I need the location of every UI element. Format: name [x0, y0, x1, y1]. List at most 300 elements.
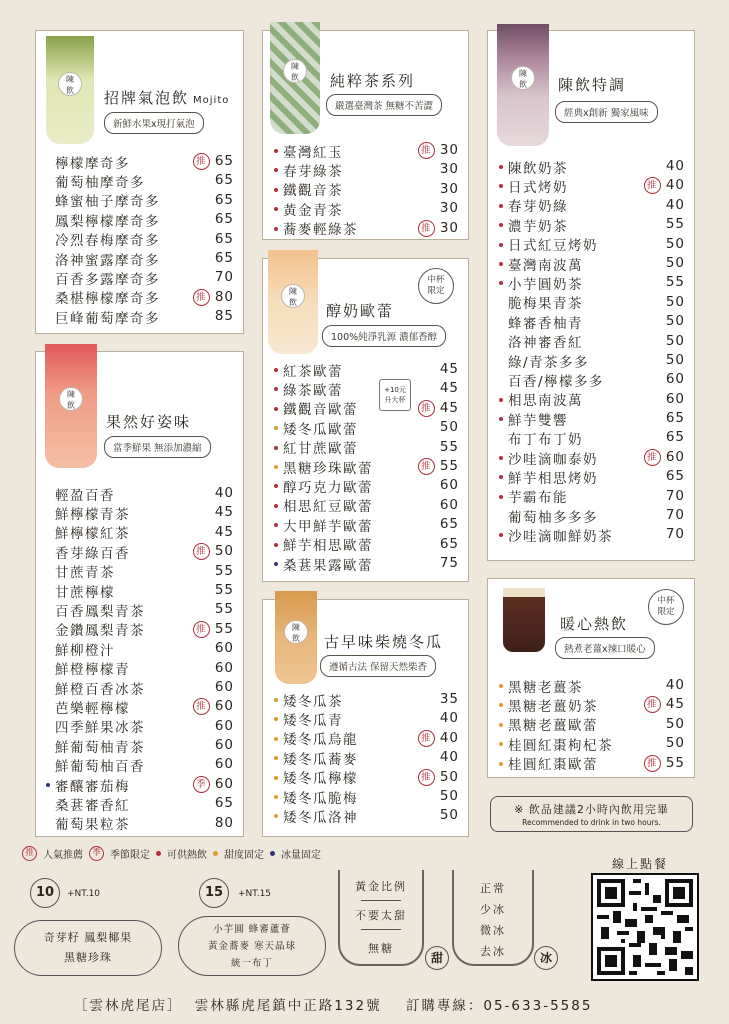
- menu-item-price: 45: [439, 380, 459, 397]
- menu-item: [55, 775, 234, 794]
- mojito-cup-image: [46, 36, 94, 144]
- hot-badge-icon: 推: [644, 177, 661, 194]
- menu-item-name: 臺灣紅玉: [283, 144, 343, 161]
- special-cup-image: [497, 24, 549, 146]
- menu-item: [508, 467, 685, 486]
- menu-item-name: 黑糖老薑奶茶: [508, 699, 598, 716]
- menu-item: [508, 235, 685, 254]
- menu-item-price: 60: [665, 371, 685, 388]
- menu-item: [283, 199, 459, 218]
- puretea-title: 純粹茶系列: [330, 72, 416, 90]
- cup-logo: 陳 飲: [284, 620, 308, 644]
- menu-item: [55, 503, 234, 522]
- red-dot-icon: [499, 165, 503, 169]
- menu-item-name: 相思紅豆歐蕾: [283, 499, 373, 516]
- menu-item-price: 50: [214, 543, 234, 560]
- menu-item-name: 日式烤奶: [508, 180, 568, 197]
- season-badge-icon: 季: [89, 846, 104, 861]
- ice-badge: 冰: [534, 946, 558, 970]
- menu-item-price: 55: [439, 438, 459, 455]
- menu-item-name: 春芽綠茶: [283, 164, 343, 181]
- menu-item-name: 芭樂輕檸檬: [55, 701, 130, 717]
- menu-item: [508, 409, 685, 428]
- menu-item-price: 70: [665, 507, 685, 524]
- menu-item-name: 鮮檸檬紅茶: [55, 526, 130, 543]
- menu-item-price: 60: [665, 448, 685, 465]
- menu-item-price: 60: [439, 477, 459, 494]
- menu-item-name: 紅茶歐蕾: [283, 363, 343, 380]
- menu-item-price: 60: [214, 756, 234, 773]
- menu-item-price: 45: [214, 504, 234, 521]
- red-dot-icon: [274, 188, 278, 192]
- menu-item-price: 65: [214, 249, 234, 266]
- hot-tag: 熱煮老薑x辣口暖心: [555, 637, 655, 659]
- ice-level-1: 正常: [480, 882, 506, 895]
- red-dot-icon: [274, 543, 278, 547]
- menu-item-name: 巨峰葡萄摩奇多: [55, 310, 160, 327]
- sugar-level-cup: [338, 870, 424, 966]
- menu-item-price: 30: [439, 200, 459, 217]
- menu-item-name: 桑葚審香紅: [55, 797, 130, 814]
- menu-item: [283, 496, 459, 515]
- red-dot-icon: [274, 446, 278, 450]
- menu-item: [55, 717, 234, 736]
- special-tag: 經典x創新 獨家風味: [555, 101, 658, 123]
- menu-item: [55, 191, 234, 210]
- menu-item-name: 黑糖老薑歐蕾: [508, 718, 598, 735]
- menu-item: [283, 748, 459, 767]
- menu-item-name: 桂圓紅棗枸杞茶: [508, 737, 613, 754]
- menu-item-price: 60: [214, 659, 234, 676]
- legend: [22, 846, 321, 861]
- milk-list: [283, 360, 459, 573]
- hot-badge-icon: 推: [193, 289, 210, 306]
- orange-dot-icon: [274, 795, 278, 799]
- menu-item: [55, 484, 234, 503]
- blue-dot-icon: [274, 562, 278, 566]
- topping-15-badge: 15: [199, 878, 229, 908]
- cup-logo: 陳 飲: [59, 387, 83, 411]
- menu-item-price: 40: [439, 710, 459, 727]
- menu-item-name: 芋霸布能: [508, 490, 568, 507]
- topping-10-line-2: 黑糖珍珠: [64, 951, 112, 964]
- menu-item-name: 桑葚果露歐蕾: [283, 557, 373, 574]
- menu-item: [283, 554, 459, 573]
- hot-cup-image: [503, 588, 545, 652]
- red-dot-icon: [499, 204, 503, 208]
- store-footer: [74, 994, 592, 1014]
- menu-item-price: 75: [439, 554, 459, 571]
- menu-item-name: 矮冬瓜歐蕾: [283, 421, 358, 438]
- menu-item-name: 鮮橙百香冰茶: [55, 681, 145, 698]
- cup-logo: 陳 飲: [511, 66, 535, 90]
- menu-item-name: 洛神蜜露摩奇多: [55, 252, 160, 269]
- menu-item-name: 冷烈春梅摩奇多: [55, 233, 160, 250]
- menu-item: [55, 794, 234, 813]
- puretea-list: [283, 141, 459, 238]
- orange-dot-icon: [274, 698, 278, 702]
- menu-item-name: 桂圓紅棗歐蕾: [508, 757, 598, 774]
- menu-item-price: 30: [439, 161, 459, 178]
- menu-item-price: 60: [214, 678, 234, 695]
- hot-badge-icon: 推: [193, 698, 210, 715]
- mojito-tag: 新鮮水果x現打氣泡: [104, 112, 204, 134]
- menu-item: [55, 620, 234, 639]
- menu-item-price: 50: [439, 807, 459, 824]
- menu-item: [55, 639, 234, 658]
- menu-item-price: 55: [439, 457, 459, 474]
- menu-item: [55, 171, 234, 190]
- menu-item-name: 鮮葡萄柚青茶: [55, 739, 145, 756]
- menu-item-name: 桑椹檸檬摩奇多: [55, 291, 160, 308]
- menu-item: [55, 814, 234, 833]
- hot-badge-icon: 推: [418, 730, 435, 747]
- legend-hot-drink: 可供熱飲: [167, 850, 207, 861]
- menu-item: [508, 715, 685, 734]
- menu-item-name: 濃芋奶茶: [508, 218, 568, 235]
- menu-item: [283, 787, 459, 806]
- red-dot-icon: [274, 227, 278, 231]
- cup-logo: 陳 飲: [283, 59, 307, 83]
- menu-item-name: 脆梅果青茶: [508, 296, 583, 313]
- menu-item-price: 50: [665, 715, 685, 732]
- menu-item-price: 40: [665, 196, 685, 213]
- menu-item-name: 鮮葡萄柚百香: [55, 759, 145, 776]
- menu-item-price: 65: [214, 211, 234, 228]
- menu-item-name: 四季鮮果冰茶: [55, 720, 145, 737]
- orange-dot-icon: [499, 762, 503, 766]
- topping-15-oval: [178, 916, 326, 976]
- menu-item: [55, 210, 234, 229]
- menu-item-name: 綠茶歐蕾: [283, 383, 343, 400]
- menu-item-price: 40: [665, 677, 685, 693]
- menu-item: [508, 157, 685, 176]
- menu-item-name: 輕盈百香: [55, 487, 115, 504]
- menu-item-price: 35: [439, 691, 459, 707]
- menu-item-name: 黑糖珍珠歐蕾: [283, 460, 373, 477]
- menu-item-price: 70: [665, 526, 685, 543]
- menu-item-price: 65: [665, 410, 685, 427]
- menu-item-price: 45: [665, 696, 685, 713]
- hot-badge-icon: 推: [22, 846, 37, 861]
- online-order-label: 線上點餐: [612, 857, 669, 871]
- hot-badge-icon: 推: [644, 449, 661, 466]
- topping-15-line-1: 小芋圓 蜂審蘆薈: [213, 924, 291, 935]
- menu-item: [283, 806, 459, 825]
- menu-item: [508, 487, 685, 506]
- menu-item: [55, 581, 234, 600]
- menu-item-name: 審釀審茄梅: [55, 778, 130, 795]
- orange-dot-icon: [499, 723, 503, 727]
- milk-title: 醇奶歐蕾: [326, 302, 395, 320]
- menu-item-price: 50: [665, 735, 685, 752]
- menu-item-price: 40: [214, 485, 234, 501]
- menu-item-name: 檸檬摩奇多: [55, 155, 130, 172]
- red-dot-icon: [274, 504, 278, 508]
- menu-item-price: 40: [439, 729, 459, 746]
- menu-item: [283, 768, 459, 787]
- legend-sugar-fixed: 甜度固定: [224, 850, 264, 861]
- special-title: 陳飲特調: [558, 76, 627, 94]
- hot-badge-icon: 推: [418, 220, 435, 237]
- menu-item-price: 65: [214, 172, 234, 189]
- menu-item-name: 矮冬瓜脆梅: [283, 790, 358, 807]
- menu-item-price: 60: [214, 775, 234, 792]
- milk-cup-image: [268, 250, 318, 354]
- menu-item-price: 45: [214, 523, 234, 540]
- menu-item: [283, 515, 459, 534]
- wintermelon-tag: 遵循古法 保留天然柴香: [320, 655, 436, 677]
- menu-item-price: 50: [665, 254, 685, 271]
- hot-badge-icon: 推: [418, 769, 435, 786]
- menu-item-name: 金鑽鳳梨青茶: [55, 623, 145, 640]
- hot-badge-icon: 推: [644, 696, 661, 713]
- menu-item: [508, 254, 685, 273]
- red-dot-icon: [499, 243, 503, 247]
- hot-title: 暖心熱飲: [560, 615, 629, 633]
- ice-level-3: 微冰: [480, 924, 506, 937]
- menu-item-name: 春芽奶綠: [508, 199, 568, 216]
- hot-list: [508, 676, 685, 773]
- blue-dot-icon: [46, 783, 50, 787]
- menu-item-name: 鐵觀音茶: [283, 183, 343, 200]
- menu-item-name: 百香鳳梨青茶: [55, 604, 145, 621]
- menu-item-name: 洛神審香紅: [508, 335, 583, 352]
- menu-item-price: 65: [665, 468, 685, 485]
- menu-item: [55, 562, 234, 581]
- menu-item: [55, 288, 234, 307]
- menu-item-name: 黑糖老薑茶: [508, 679, 583, 696]
- hot-limited-stamp: 中杯 限定: [648, 589, 684, 625]
- hot-badge-icon: 推: [644, 755, 661, 772]
- menu-item-name: 臺灣南波萬: [508, 257, 583, 274]
- topping-10-oval: [14, 920, 162, 976]
- menu-item-name: 醇巧克力歐蕾: [283, 480, 373, 497]
- menu-item: [508, 506, 685, 525]
- menu-item: [55, 152, 234, 171]
- menu-item-price: 40: [439, 749, 459, 766]
- menu-item: [508, 428, 685, 447]
- menu-item-price: 65: [439, 516, 459, 533]
- menu-item-price: 60: [665, 390, 685, 407]
- menu-item-price: 45: [439, 361, 459, 377]
- menu-item-name: 矮冬瓜青: [283, 713, 343, 730]
- menu-item-name: 相思南波萬: [508, 393, 583, 410]
- menu-item-price: 50: [439, 787, 459, 804]
- sugar-level-3: 無糖: [368, 942, 394, 955]
- red-dot-icon: [499, 456, 503, 460]
- orange-dot-icon: [274, 776, 278, 780]
- topping-10-line-1: 奇芽籽 鳳梨椰果: [43, 931, 133, 944]
- special-list: [508, 157, 685, 545]
- menu-item-price: 65: [665, 429, 685, 446]
- milk-upgrade-note: +10元 升大杯: [379, 379, 411, 411]
- topping-15-line-2: 黃金蕎麥 寒天晶球: [207, 941, 297, 952]
- menu-item-price: 65: [214, 191, 234, 208]
- menu-item: [283, 180, 459, 199]
- menu-item-price: 55: [214, 562, 234, 579]
- mojito-list: [55, 152, 234, 327]
- legend-hot-label: 人氣推薦: [43, 850, 83, 861]
- menu-item-price: 50: [439, 768, 459, 785]
- menu-item-price: 85: [214, 308, 234, 325]
- menu-item-name: 蕎麥輕綠茶: [283, 222, 358, 239]
- menu-item: [283, 709, 459, 728]
- menu-item: [283, 438, 459, 457]
- sugar-level-2: 不要太甜: [355, 909, 407, 922]
- menu-item-price: 50: [665, 313, 685, 330]
- sugar-level-1: 黃金比例: [355, 880, 407, 893]
- menu-item-price: 60: [214, 640, 234, 657]
- ice-level-2: 少冰: [480, 903, 506, 916]
- red-dot-icon: [274, 407, 278, 411]
- orange-dot-icon: [274, 737, 278, 741]
- store-phone: 訂購專線：05-633-5585: [405, 998, 593, 1014]
- menu-item: [508, 273, 685, 292]
- ice-level-4: 去冰: [480, 945, 506, 958]
- note-line-2: Recommended to drink in two hours.: [522, 818, 661, 827]
- blue-dot-icon: [270, 851, 275, 856]
- milk-limited-stamp: 中杯 限定: [418, 268, 454, 304]
- wintermelon-title: 古早味柴燒冬瓜: [324, 633, 444, 651]
- red-dot-icon: [499, 398, 503, 402]
- menu-item-price: 55: [214, 581, 234, 598]
- menu-item-name: 鮮芋相思烤奶: [508, 470, 598, 487]
- menu-item-name: 香芽綠百香: [55, 545, 130, 562]
- menu-item: [55, 249, 234, 268]
- menu-item-name: 甘蔗青茶: [55, 565, 115, 582]
- wintermelon-list: [283, 690, 459, 826]
- menu-item: [55, 523, 234, 542]
- menu-item: [55, 678, 234, 697]
- menu-item: [55, 659, 234, 678]
- menu-item-price: 60: [214, 698, 234, 715]
- orange-dot-icon: [274, 465, 278, 469]
- topping-10-badge: 10: [30, 878, 60, 908]
- menu-item-price: 40: [665, 158, 685, 174]
- hot-badge-icon: 推: [418, 142, 435, 159]
- menu-item: [508, 312, 685, 331]
- menu-item-price: 80: [214, 288, 234, 305]
- note-line-1: ※ 飲品建議2小時內飲用完畢: [514, 803, 669, 816]
- orange-dot-icon: [213, 851, 218, 856]
- store-name: ［雲林虎尾店］: [74, 998, 183, 1014]
- menu-item-name: 矮冬瓜茶: [283, 693, 343, 710]
- fruit-title: 果然好姿味: [106, 413, 192, 431]
- menu-item-name: 黃金青茶: [283, 202, 343, 219]
- topping-15-line-3: 統一布丁: [230, 958, 273, 969]
- menu-item: [55, 268, 234, 287]
- menu-item-name: 鳳梨檸檬摩奇多: [55, 213, 160, 230]
- menu-item-name: 葡萄柚多多多: [508, 509, 598, 526]
- menu-item-price: 70: [665, 487, 685, 504]
- store-address: 雲林縣虎尾鎮中正路132號: [194, 998, 382, 1014]
- puretea-tag: 嚴選臺灣茶 無糖不苦澀: [326, 94, 442, 116]
- menu-item-name: 蜂蜜柚子摩奇多: [55, 194, 160, 211]
- menu-item-name: 布丁布丁奶: [508, 432, 583, 449]
- hot-badge-icon: 推: [193, 621, 210, 638]
- menu-item: [55, 755, 234, 774]
- menu-item: [508, 695, 685, 714]
- menu-item: [55, 230, 234, 249]
- menu-item-name: 鮮芋雙響: [508, 412, 568, 429]
- menu-item: [283, 457, 459, 476]
- menu-item-price: 50: [439, 419, 459, 436]
- menu-item-name: 日式紅豆烤奶: [508, 238, 598, 255]
- menu-item-name: 陳飲奶茶: [508, 160, 568, 177]
- menu-item: [508, 370, 685, 389]
- qr-code[interactable]: [591, 873, 699, 981]
- menu-item-name: 鮮檸檬青茶: [55, 507, 130, 524]
- menu-item-name: 矮冬瓜蕎麥: [283, 751, 358, 768]
- menu-item: [283, 160, 459, 179]
- menu-item-name: 鮮橙檸檬青: [55, 662, 130, 679]
- menu-item-price: 45: [439, 399, 459, 416]
- menu-item-name: 沙哇滴咖泰奶: [508, 451, 598, 468]
- mojito-title: 招牌氣泡飲 Mojito: [104, 89, 230, 107]
- menu-item-name: 鮮芋相思歐蕾: [283, 538, 373, 555]
- menu-item-name: 鐵觀音歐蕾: [283, 402, 358, 419]
- menu-item: [55, 736, 234, 755]
- menu-item: [508, 754, 685, 773]
- legend-season-label: 季節限定: [110, 850, 150, 861]
- drink-time-note: [490, 796, 693, 832]
- hot-badge-icon: 推: [418, 458, 435, 475]
- hot-badge-icon: 推: [193, 543, 210, 560]
- puretea-cup-image: [270, 22, 320, 134]
- menu-item: [55, 542, 234, 561]
- menu-item-name: 矮冬瓜檸檬: [283, 771, 358, 788]
- menu-item-name: 蜂審香柚青: [508, 315, 583, 332]
- cup-logo: 陳 飲: [281, 284, 305, 308]
- menu-item: [508, 448, 685, 467]
- menu-item: [283, 729, 459, 748]
- menu-item-price: 30: [439, 142, 459, 158]
- menu-item-price: 65: [439, 535, 459, 552]
- menu-item: [283, 219, 459, 238]
- red-dot-icon: [499, 495, 503, 499]
- menu-item-name: 百香/檸檬多多: [508, 374, 605, 390]
- red-dot-icon: [274, 149, 278, 153]
- menu-item: [508, 676, 685, 695]
- menu-item: [55, 307, 234, 326]
- menu-item-price: 65: [214, 153, 234, 169]
- menu-item-price: 50: [665, 351, 685, 368]
- season-badge-icon: 季: [193, 776, 210, 793]
- menu-item-price: 70: [214, 269, 234, 286]
- orange-dot-icon: [499, 684, 503, 688]
- menu-item-price: 55: [665, 216, 685, 233]
- menu-item-price: 30: [439, 180, 459, 197]
- topping-10-plus: +NT.10: [67, 889, 101, 899]
- menu-item: [55, 600, 234, 619]
- menu-item-price: 55: [214, 601, 234, 618]
- milk-tag: 100%純淨乳源 濃郁香醇: [322, 325, 446, 347]
- menu-item-name: 百香多露摩奇多: [55, 272, 160, 289]
- fruit-cup-image: [45, 344, 97, 468]
- menu-item-price: 65: [214, 795, 234, 812]
- red-dot-icon: [274, 368, 278, 372]
- menu-item-price: 40: [665, 177, 685, 194]
- menu-item: [283, 418, 459, 437]
- menu-item-name: 沙哇滴咖鮮奶茶: [508, 529, 613, 546]
- menu-item: [283, 379, 459, 398]
- menu-item: [508, 332, 685, 351]
- menu-item: [283, 535, 459, 554]
- menu-item-name: 葡萄柚摩奇多: [55, 175, 145, 192]
- menu-item-name: 甘蔗檸檬: [55, 584, 115, 601]
- hot-badge-icon: 推: [193, 153, 210, 170]
